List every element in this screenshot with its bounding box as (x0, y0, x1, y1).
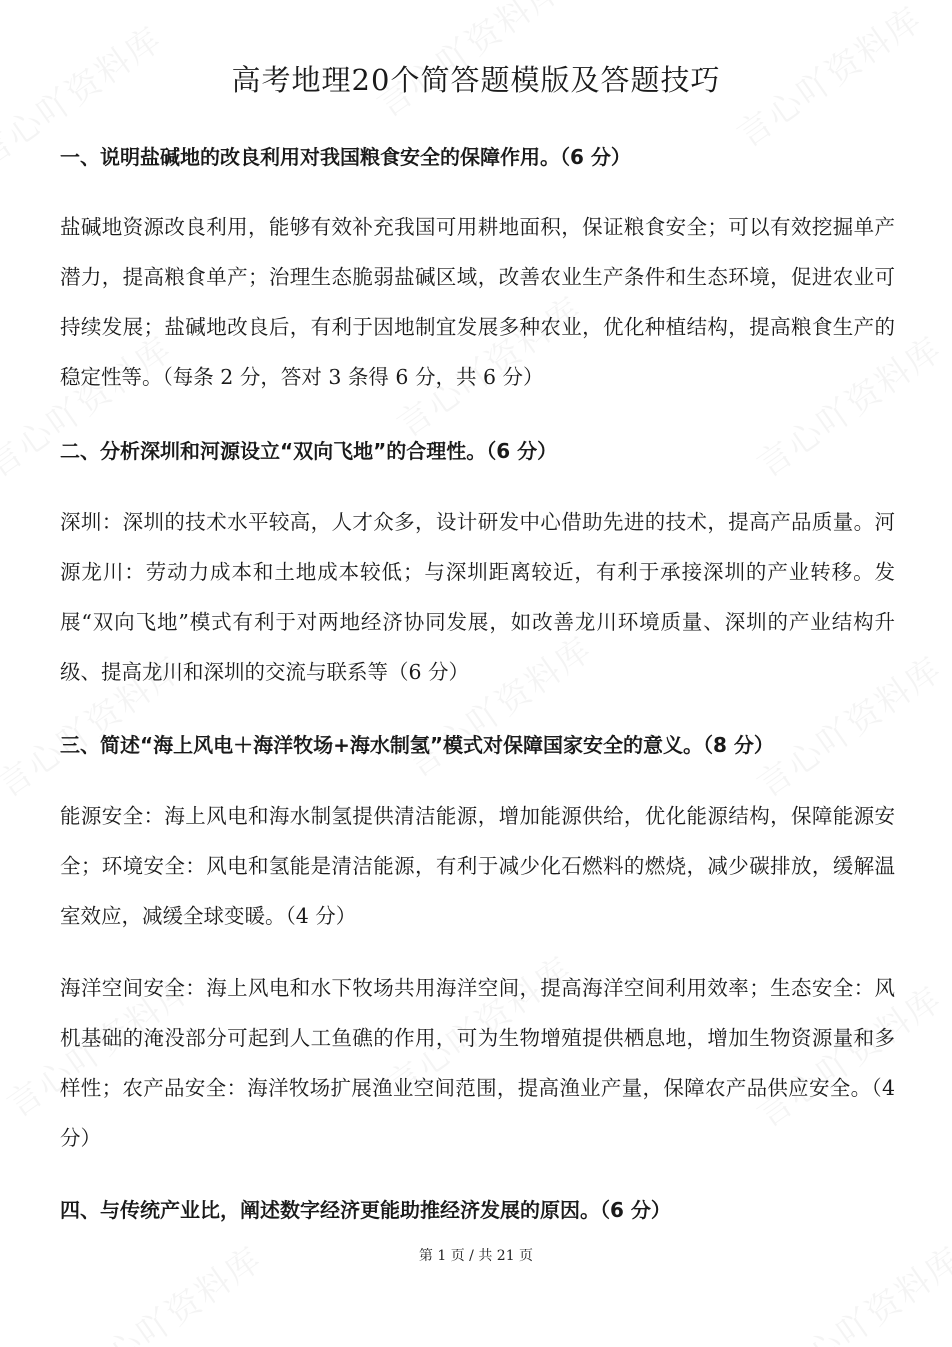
question-heading: 三、简述“海上风电＋海洋牧场+海水制氢”模式对保障国家安全的意义。（8 分） (60, 733, 774, 757)
answer-paragraph: 能源安全：海上风电和海水制氢提供清洁能源，增加能源供给，优化能源结构，保障能源安全；环境安全：风电和氢能是清洁能源，有利于减少化石燃料的燃烧，减少碳排放，缓解温室效应，减缓全球变暖。（4 分） (60, 804, 895, 928)
question-heading: 一、说明盐碱地的改良利用对我国粮食安全的保障作用。（6 分） (60, 145, 631, 169)
answer-paragraph: 海洋空间安全：海上风电和水下牧场共用海洋空间，提高海洋空间利用效率；生态安全：风机基础的淹没部分可起到人工鱼礁的作用，可为生物增殖提供栖息地，增加生物资源量和多样性；农产品安全：海洋牧场扩展渔业空间范围，提高渔业产量，保障农产品供应安全。（4 分） (60, 976, 895, 1150)
answer-paragraph: 盐碱地资源改良利用，能够有效补充我国可用耕地面积，保证粮食安全；可以有效挖掘单产潜力，提高粮食单产；治理生态脆弱盐碱区域，改善农业生产条件和生态环境，促进农业可持续发展；盐碱地改良后，有利于因地制宜发展多种农业，优化种植结构，提高粮食生产的稳定性等。（每条 2 分，答对 3 条得 6 分，共 6 分） (60, 215, 895, 389)
question-heading: 二、分析深圳和河源设立“双向飞地”的合理性。（6 分） (60, 439, 558, 463)
question-heading: 四、与传统产业比，阐述数字经济更能助推经济发展的原因。（6 分） (60, 1198, 671, 1222)
page-title: 高考地理20个简答题模版及答题技巧 (231, 63, 721, 97)
page-footer: 第 1 页 / 共 21 页 (418, 1248, 534, 1264)
answer-paragraph: 深圳：深圳的技术水平较高，人才众多，设计研发中心借助先进的技术，提高产品质量。河源龙川：劳动力成本和土地成本较低；与深圳距离较近，有利于承接深圳的产业转移。发展“双向飞地”模式有利于对两地经济协同发展，如改善龙川环境质量、深圳的产业结构升级、提高龙川和深圳的交流与联系等（6 分） (60, 510, 895, 684)
